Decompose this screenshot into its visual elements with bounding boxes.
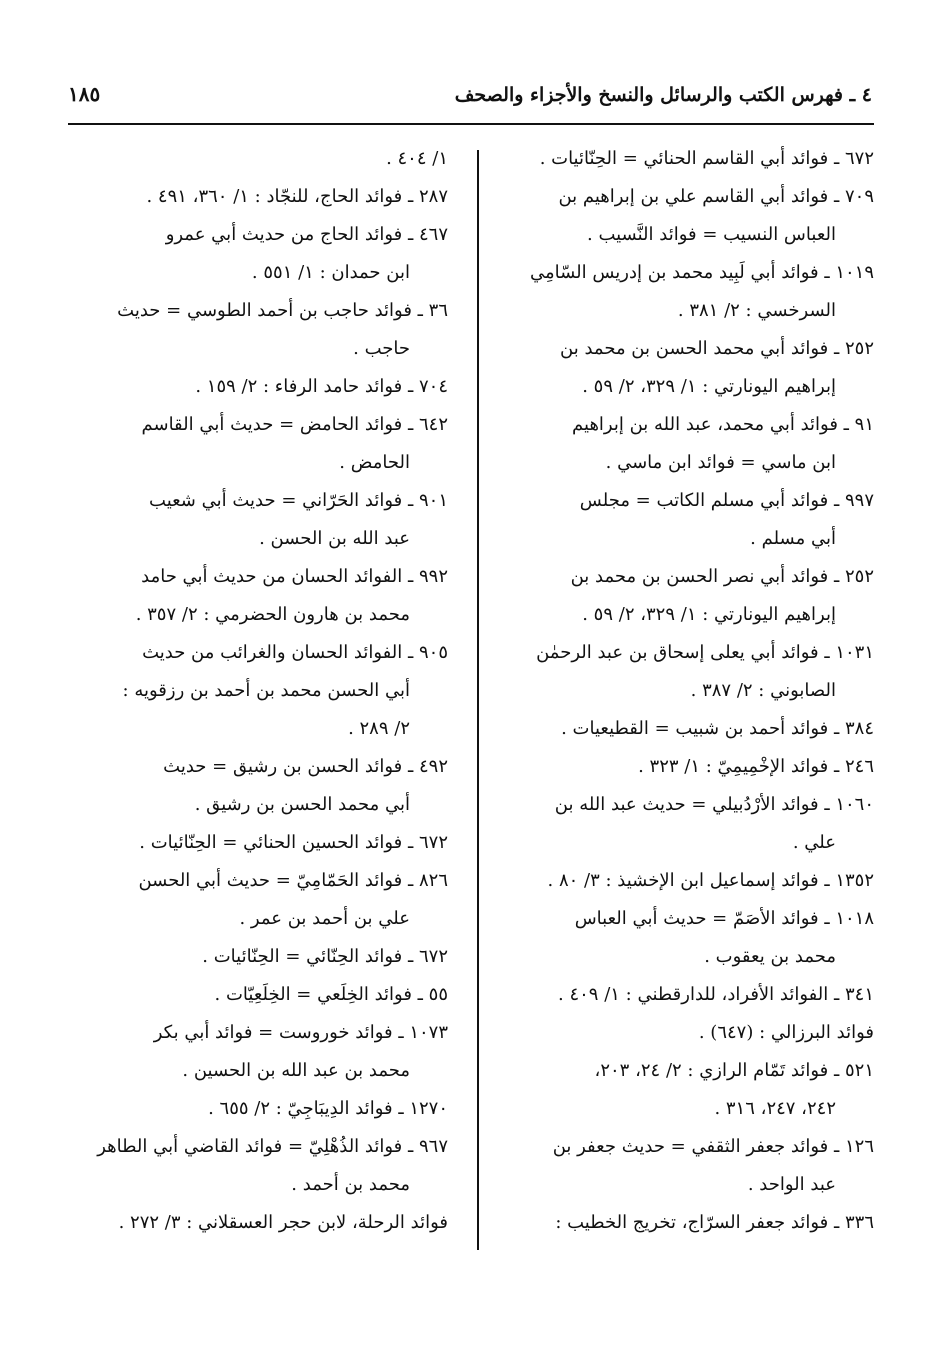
index-entry <box>500 330 874 406</box>
index-entry <box>70 1204 448 1242</box>
entry-line: فوائد البرزالي : (٦٤٧) . <box>698 1022 874 1043</box>
entry-line: ٣٨٤ ـ فوائد أحمد بن شبيب = القطيعيات . <box>561 718 874 739</box>
index-entry <box>500 140 874 178</box>
entry-continuation-line: محمد بن عبد الله بن الحسين . <box>182 1060 410 1081</box>
entry-continuation-line: الحامض . <box>339 452 410 473</box>
entry-line: ٧٠٩ ـ فوائد أبي القاسم علي بن إبراهيم بن <box>558 186 874 207</box>
index-entry <box>500 710 874 748</box>
entry-line: ١/ ٤٠٤ . <box>386 148 448 169</box>
index-entry <box>500 1204 874 1242</box>
index-entry <box>70 406 448 482</box>
index-entry <box>500 482 874 558</box>
entry-continuation-line: إبراهيم اليونارتي : ١/ ٣٢٩، ٢/ ٥٩ . <box>582 604 836 625</box>
entry-continuation-line: أبي محمد الحسن بن رشيق . <box>194 794 410 815</box>
entry-line: ٢٤٦ ـ فوائد الإخْمِيمِيّ : ١/ ٣٢٣ . <box>638 756 874 777</box>
entry-line: ٦٤٢ ـ فوائد الحامض = حديث أبي القاسم <box>141 414 448 435</box>
entry-continuation-line: ابن حمدان : ١/ ٥٥١ . <box>251 262 410 283</box>
entry-line: ٣٤١ ـ الفوائد الأفراد، للدارقطني : ١/ ٤٠٩ . <box>558 984 874 1005</box>
entry-line: ٦٧٢ ـ فوائد الحسين الحنائي = الحِنّائيات . <box>139 832 448 853</box>
index-entry <box>70 178 448 216</box>
index-entry <box>500 406 874 482</box>
index-entry <box>70 216 448 292</box>
entry-continuation-line: العباس النسيب = فوائد النَّسيب . <box>587 224 836 245</box>
entry-line: ٩٠١ ـ فوائد الحَرّاني = حديث أبي شعيب <box>149 490 448 511</box>
entry-line: ٩٩٢ ـ الفوائد الحسان من حديث أبي حامد <box>141 566 448 587</box>
index-entry <box>500 862 874 900</box>
entry-continuation-line: علي بن أحمد بن عمر . <box>239 908 410 929</box>
page-header <box>68 78 872 118</box>
entry-line: ٣٣٦ ـ فوائد جعفر السرّاج، تخريج الخطيب : <box>555 1212 874 1233</box>
left-column <box>70 140 448 1242</box>
index-entry <box>70 634 448 748</box>
right-column <box>500 140 874 1242</box>
entry-continuation-line: ابن ماسي = فوائد ابن ماسي . <box>605 452 836 473</box>
index-entry <box>500 900 874 976</box>
index-entry <box>70 558 448 634</box>
entry-line: ٤٦٧ ـ فوائد الحاج من حديث أبي عمرو <box>165 224 448 245</box>
index-entry <box>70 1014 448 1090</box>
entry-line: ٦٧٢ ـ فوائد أبي القاسم الحنائي = الحِنّائيات . <box>539 148 874 169</box>
entry-continuation-line: محمد بن يعقوب . <box>704 946 836 967</box>
entry-continuation-line: حاجب . <box>353 338 410 359</box>
column-divider <box>477 150 479 1250</box>
entry-line: ١٠٧٣ ـ فوائد خوروست = فوائد أبي بكر <box>153 1022 448 1043</box>
entry-line: ٩٦٧ ـ فوائد الذُهْلِيّ = فوائد القاضي أبي الطاهر <box>97 1136 448 1157</box>
index-entry <box>500 976 874 1014</box>
entry-line: ٢٨٧ ـ فوائد الحاج، للنجّاد : ١/ ٣٦٠، ٤٩١ . <box>146 186 448 207</box>
header-divider <box>68 123 874 125</box>
index-entry <box>70 938 448 976</box>
entry-line: ١٠٦٠ ـ فوائد الأرْدُبيلي = حديث عبد الله بن <box>554 794 874 815</box>
index-entry <box>70 368 448 406</box>
entry-line: ٤٩٢ ـ فوائد الحسن بن رشيق = حديث <box>163 756 448 777</box>
entry-line: ٣٦ ـ فوائد حاجب بن أحمد الطوسي = حديث <box>117 300 448 321</box>
entry-continuation-line: محمد بن هارون الحضرمي : ٢/ ٣٥٧ . <box>135 604 410 625</box>
entry-line: ٢٥٢ ـ فوائد أبي محمد الحسن بن محمد بن <box>560 338 874 359</box>
index-entry <box>500 748 874 786</box>
entry-line: ٢٥٢ ـ فوائد أبي نصر الحسن بن محمد بن <box>570 566 874 587</box>
entry-line: ١٢٦ ـ فوائد جعفر الثقفي = حديث جعفر بن <box>552 1136 874 1157</box>
index-entry <box>500 254 874 330</box>
entry-continuation-line: عبد الله بن الحسن . <box>259 528 410 549</box>
page-number: ١٨٥ <box>68 82 101 106</box>
index-entry <box>500 1052 874 1128</box>
index-entry <box>500 178 874 254</box>
entry-line: ١٣٥٢ ـ فوائد إسماعيل ابن الإخشيذ : ٣/ ٨٠ . <box>547 870 874 891</box>
entry-line: ١٢٧٠ ـ فوائد الدِيبَاجِيّ : ٢/ ٦٥٥ . <box>208 1098 448 1119</box>
index-entry <box>70 824 448 862</box>
entry-line: ١٠٣١ ـ فوائد أبي يعلى إسحاق بن عبد الرحمٰن <box>536 642 874 663</box>
entry-line: ٩١ ـ فوائد أبي محمد، عبد الله بن إبراهيم <box>572 414 874 435</box>
index-entry <box>70 976 448 1014</box>
entry-continuation-line: ٢/ ٢٨٩ . <box>348 718 410 739</box>
entry-continuation-line: الصابوني : ٢/ ٣٨٧ . <box>690 680 836 701</box>
entry-continuation-line: أبي الحسن محمد بن أحمد بن رزقويه : <box>122 680 410 701</box>
entry-line: ١٠١٩ ـ فوائد أبي لَبِيد محمد بن إدريس السّامِي <box>529 262 874 283</box>
entry-continuation-line: علي . <box>792 832 836 853</box>
index-entry <box>500 558 874 634</box>
entry-line: ٨٢٦ ـ فوائد الحَمّامِيّ = حديث أبي الحسن <box>138 870 448 891</box>
entry-continuation-line: محمد بن أحمد . <box>291 1174 410 1195</box>
entry-continuation-line: عبد الواحد . <box>747 1174 836 1195</box>
index-entry <box>500 1014 874 1052</box>
index-entry <box>70 862 448 938</box>
entry-line: ٩٩٧ ـ فوائد أبي مسلم الكاتب = مجلس <box>579 490 874 511</box>
index-entry <box>500 786 874 862</box>
entry-line: فوائد الرحلة، لابن حجر العسقلاني : ٣/ ٢٧٢ . <box>118 1212 448 1233</box>
index-entry <box>70 482 448 558</box>
index-entry <box>70 140 448 178</box>
entry-continuation-line: أبي مسلم . <box>750 528 836 549</box>
index-entry <box>70 748 448 824</box>
entry-line: ١٠١٨ ـ فوائد الأصَمّ = حديث أبي العباس <box>574 908 874 929</box>
entry-line: ٥٥ ـ فوائد الخِلَعي = الخِلَعِيّات . <box>214 984 448 1005</box>
index-entry <box>500 634 874 710</box>
entry-line: ٧٠٤ ـ فوائد حامد الرفاء : ٢/ ١٥٩ . <box>195 376 448 397</box>
running-title: ٤ ـ فهرس الكتب والرسائل والنسخ والأجزاء والصحف <box>454 84 872 106</box>
index-entry <box>70 1128 448 1204</box>
entry-line: ٩٠٥ ـ الفوائد الحسان والغرائب من حديث <box>142 642 448 663</box>
entry-continuation-line: إبراهيم اليونارتي : ١/ ٣٢٩، ٢/ ٥٩ . <box>582 376 836 397</box>
entry-continuation-line: السرخسي : ٢/ ٣٨١ . <box>677 300 836 321</box>
entry-line: ٥٢١ ـ فوائد تَمّام الرازي : ٢/ ٢٤، ٢٠٣، <box>594 1060 874 1081</box>
index-entry <box>70 292 448 368</box>
entry-line: ٦٧٢ ـ فوائد الحِنّائي = الحِنّائيات . <box>202 946 448 967</box>
entry-continuation-line: ٢٤٢، ٢٤٧، ٣١٦ . <box>714 1098 836 1119</box>
index-entry <box>500 1128 874 1204</box>
index-entry <box>70 1090 448 1128</box>
